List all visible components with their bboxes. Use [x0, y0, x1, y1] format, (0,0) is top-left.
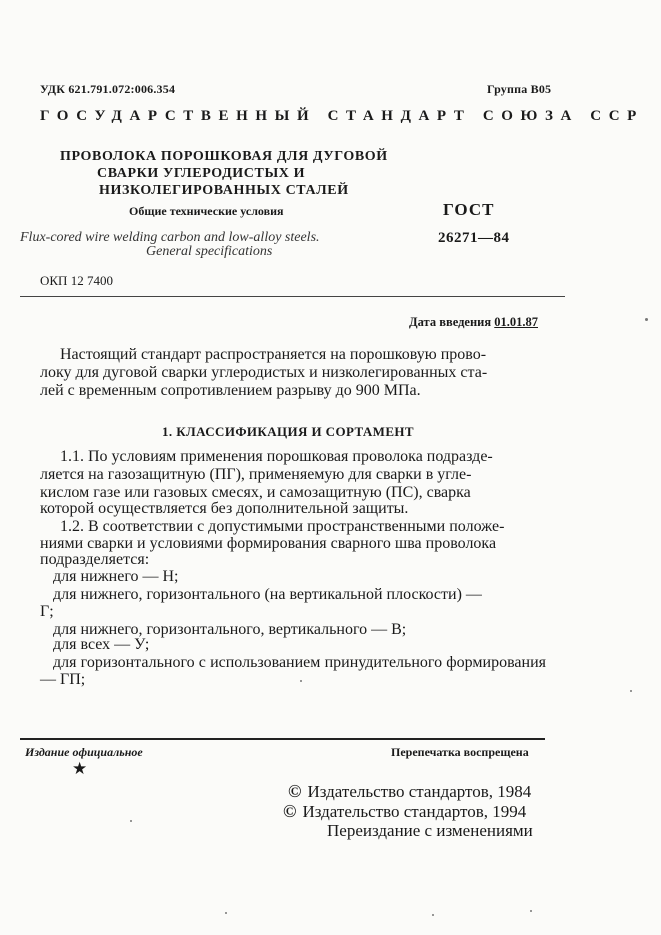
copyright-icon: ©	[288, 781, 302, 801]
paragraph-line: ниями сварки и условиями формирования сварного шва проволока	[40, 535, 497, 552]
state-standard-heading: ГОСУДАРСТВЕННЫЙ СТАНДАРТ СОЮЗА ССР	[40, 108, 644, 124]
gost-number: 26271—84	[438, 230, 510, 246]
list-item: для нижнего — Н;	[53, 568, 179, 585]
scan-speck	[130, 820, 132, 822]
copyright-1984-text: Издательство стандартов, 1984	[307, 782, 532, 801]
header-divider	[20, 296, 565, 297]
paragraph-line: кислом газе или газовых смесях, и самозащитную (ПС), сварка	[40, 484, 471, 501]
gost-label: ГОСТ	[443, 200, 495, 219]
title-line-3: НИЗКОЛЕГИРОВАННЫХ СТАЛЕЙ	[99, 183, 349, 198]
paragraph-line: 1.2. В соответствии с допустимыми пространственными положе-	[60, 518, 505, 535]
list-item: для горизонтального с использованием принудительного формирования — ГП;	[40, 654, 546, 688]
list-item: для нижнего, горизонтального (на вертикальной плоскости) —	[53, 586, 482, 603]
english-title-line-2: General specifications	[146, 244, 273, 259]
footer-divider	[20, 738, 545, 740]
reissue-note: Переиздание с изменениями	[327, 821, 533, 840]
introduction-date	[409, 315, 538, 330]
scan-speck	[645, 318, 648, 321]
title-subtitle: Общие технические условия	[129, 204, 284, 218]
list-item: для всех — У;	[53, 636, 150, 653]
list-item: для нижнего, горизонтального, вертикального — В;	[53, 621, 407, 638]
paragraph-line: ляется на газозащитную (ПГ), применяемую для сварки в угле-	[40, 466, 472, 483]
reprint-prohibited: Перепечатка воспрещена	[391, 745, 529, 759]
scan-speck	[530, 910, 532, 912]
title-line-2: СВАРКИ УГЛЕРОДИСТЫХ И	[97, 166, 306, 181]
introduction-date-value: 01.01.87	[494, 315, 538, 329]
list-item-continuation: Г;	[40, 603, 54, 620]
paragraph-line: которой осуществляется без дополнительной защиты.	[40, 500, 409, 517]
introduction-date-label: Дата введения	[409, 315, 492, 329]
copyright-icon: ©	[283, 801, 297, 821]
section-title: 1. КЛАССИФИКАЦИЯ И СОРТАМЕНТ	[162, 424, 414, 439]
intro-line-1: Настоящий стандарт распространяется на порошковую прово-	[60, 346, 487, 363]
star-icon: ★	[72, 759, 88, 778]
okp-code: ОКП 12 7400	[40, 273, 113, 288]
scan-speck	[225, 912, 227, 914]
intro-line-3: лей с временным сопротивлением разрыву до 900 МПа.	[40, 382, 421, 399]
scan-speck	[630, 690, 632, 692]
paragraph-line: 1.1. По условиям применения порошковая проволока подразде-	[60, 448, 493, 465]
group-code: Группа В05	[487, 82, 552, 96]
intro-line-2: локу для дуговой сварки углеродистых и низколегированных ста-	[40, 364, 488, 381]
english-title-line-1: Flux-cored wire welding carbon and low-alloy steels.	[20, 230, 320, 245]
paragraph-line: подразделяется:	[40, 551, 150, 568]
copyright-1994-text: Издательство стандартов, 1994	[302, 802, 527, 821]
udc-code: УДК 621.791.072:006.354	[40, 82, 176, 96]
copyright-1994	[283, 801, 526, 822]
official-edition: Издание официальное	[25, 745, 143, 759]
copyright-1984	[288, 781, 531, 802]
scan-speck	[432, 914, 434, 916]
title-line-1: ПРОВОЛОКА ПОРОШКОВАЯ ДЛЯ ДУГОВОЙ	[60, 149, 388, 164]
scan-speck	[300, 680, 302, 682]
